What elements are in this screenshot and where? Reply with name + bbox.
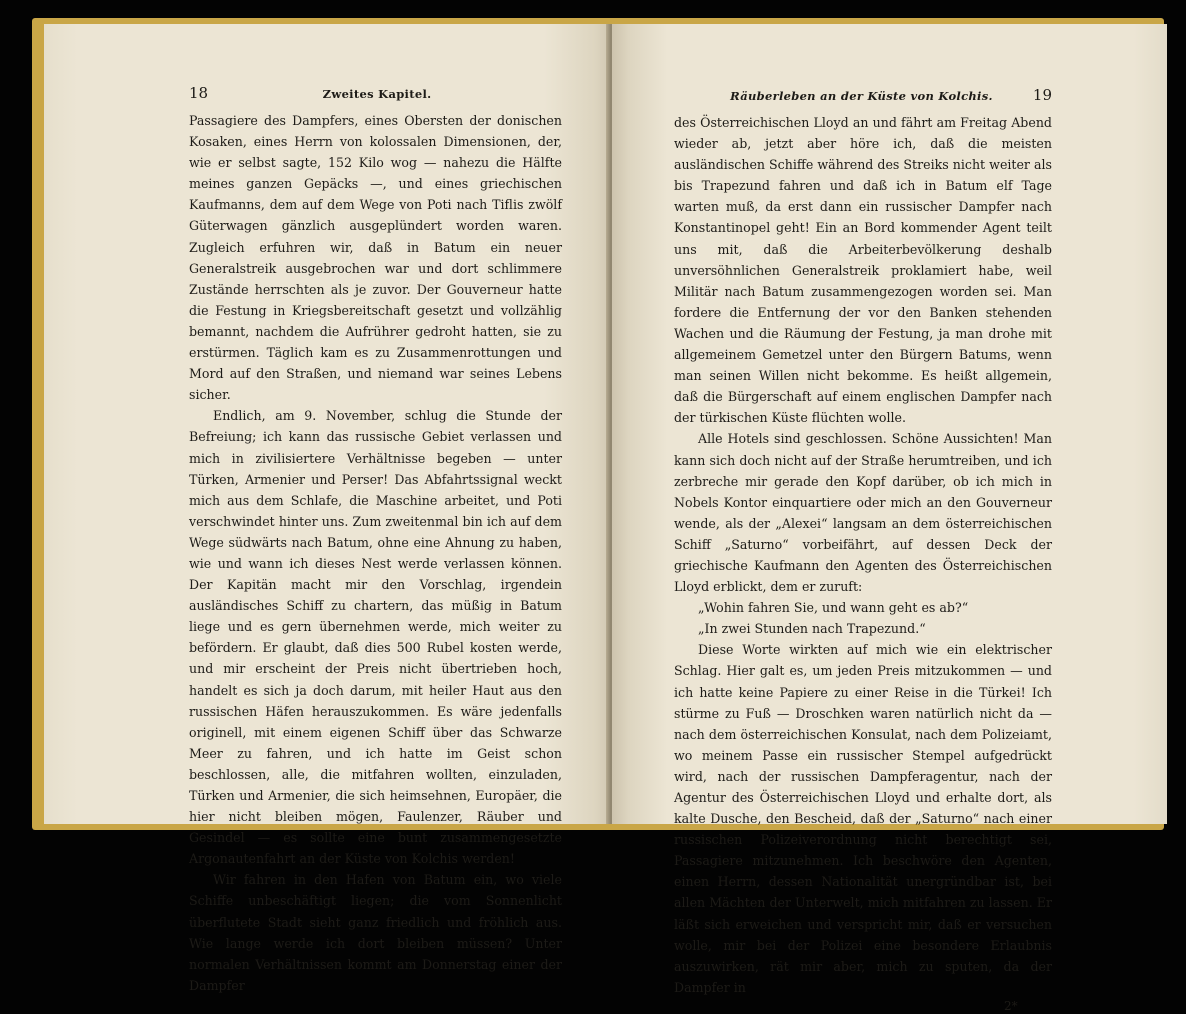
- left-running-head: [189, 84, 562, 106]
- paragraph: Diese Worte wirkten auf mich wie ein elektrischer Schlag. Hier galt es, um jeden Preis mitzukommen — und ich hatte keine Papiere zu einer Reise in die Türkei! Ich stürme zu Fuß — Droschken waren natürlich nicht da — nach dem österreichischen Konsulat, nach dem Polizeiamt, wo meinem Passe ein russischer Stempel aufgedrückt wird, nach der russischen Dampferagentur, nach der Agentur des Österreichischen Lloyd und erhalte dort, als kalte Dusche, den Bescheid, daß der „Saturno“ nach einer russischen Polizeiverordnung nicht berechtigt sei, Passagiere mitzunehmen. Ich beschwöre den Agenten, einen Herrn, dessen Nationalität unergründbar ist, bei allen Mächten der Unterwelt, mich mitfahren zu lassen. Er läßt sich erweichen und verspricht mir, daß er versuchen wolle, mir bei der Polizei eine besondere Erlaubnis auszuwirken, rät mir aber, mich zu sputen, da der Dampfer in: [674, 642, 1052, 995]
- paragraph: „Wohin fahren Sie, und wann geht es ab?“: [698, 600, 969, 616]
- right-page-text: [674, 112, 1052, 998]
- paragraph: des Österreichischen Lloyd an und fährt am Freitag Abend wieder ab, jetzt aber höre ich, daß die meisten ausländischen Schiffe während des Streiks nicht weiter als bis Trapezund fahren und daß ich in Batum elf Tage warten muß, da erst dann ein russischer Dampfer nach Konstantinopel geht! Ein an Bord kommender Agent teilt uns mit, daß die Arbeiterbevölkerung deshalb unversöhnlichen Generalstreik proklamiert habe, weil Militär nach Batum zusammengezogen worden sei. Man fordere die Entfernung der vor den Banken stehenden Wachen und die Räumung der Festung, ja man drohe mit allgemeinem Gemetzel unter den Bürgern Batums, wenn man seinen Willen nicht bekomme. Es heißt allgemein, daß die Bürgerschaft auf einem englischen Dampfer nach der türkischen Küste flüchten wolle.: [674, 115, 1052, 426]
- left-chapter-title: Zweites Kapitel.: [322, 87, 432, 101]
- left-page: [44, 24, 612, 993]
- paragraph: „In zwei Stunden nach Trapezund.“: [698, 621, 926, 637]
- left-page-number: 18: [189, 84, 209, 102]
- signature-mark: 2*: [1004, 998, 1018, 1013]
- right-page: [612, 24, 1167, 1013]
- paragraph: Endlich, am 9. November, schlug die Stunde der Befreiung; ich kann das russische Gebiet verlassen und mich in zivilisiertere Verhältnisse begeben — unter Türken, Armenier und Perser! Das Abfahrtssignal weckt mich aus dem Schlafe, die Maschine arbeitet, und Poti verschwindet hinter uns. Zum zweitenmal bin ich auf dem Wege südwärts nach Batum, ohne eine Ahnung zu haben, wie und wann ich dieses Nest werde verlassen können. Der Kapitän macht mir den Vorschlag, irgendein ausländisches Schiff zu chartern, das müßig in Batum liege und es gern übernehmen werde, mich weiter zu befördern. Er glaubt, daß dies 500 Rubel kosten werde, und mir erscheint der Preis nicht übertrieben hoch, handelt es sich ja doch darum, mit heiler Haut aus den russischen Häfen herauszukommen. Es wäre jedenfalls originell, mit einem eigenen Schiff über das Schwarze Meer zu fahren, und ich hatte im Geist schon beschlossen, alle, die mitfahren wollten, einzuladen, Türken und Armenier, die sich heimsehnen, Europäer, die hier nicht bleiben mögen, Faulenzer, Räuber und Gesindel — es sollte eine bunt zusammengesetzte Argonautenfahrt an der Küste von Kolchis werden!: [189, 408, 562, 867]
- left-page-text: [189, 110, 562, 996]
- paragraph: Wir fahren in den Hafen von Batum ein, wo viele Schiffe unbeschäftigt liegen; die vom Sonnenlicht überflutete Stadt sieht ganz friedlich und fröhlich aus. Wie lange werde ich dort bleiben müssen? Unter normalen Verhältnissen kommt am Donnerstag einer der Dampfer: [189, 872, 562, 993]
- right-page-number: 19: [1032, 86, 1052, 104]
- paragraph: Alle Hotels sind geschlossen. Schöne Aussichten! Man kann sich doch nicht auf der Straße herumtreiben, und ich zerbreche mir gerade den Kopf darüber, ob ich mich in Nobels Kontor einquartiere oder mich an den Gouverneur wende, als der „Alexei“ langsam an dem österreichischen Schiff „Saturno“ vorbeifährt, auf dessen Deck der griechische Kaufmann den Agenten des Österreichischen Lloyd erblickt, dem er zuruft:: [674, 431, 1052, 595]
- right-running-head: [674, 86, 1052, 108]
- paragraph: Passagiere des Dampfers, eines Obersten der donischen Kosaken, eines Herrn von kolossalen Dimensionen, der, wie er selbst sagte, 152 Kilo wog — nahezu die Hälfte meines ganzen Gepäcks —, und eines griechischen Kaufmanns, dem auf dem Wege von Poti nach Tiflis zwölf Güterwagen gänzlich ausgeplündert worden waren. Zugleich erfuhren wir, daß in Batum ein neuer Generalstreik ausgebrochen war und dort schlimmere Zustände herrschten als je zuvor. Der Gouverneur hatte die Festung in Kriegsbereitschaft gesetzt und vollzählig bemannt, nachdem die Aufrührer gedroht hatten, sie zu erstürmen. Täglich kam es zu Zusammenrottungen und Mord auf den Straßen, und niemand war seines Lebens sicher.: [189, 113, 562, 403]
- right-chapter-title: Räuberleben an der Küste von Kolchis.: [730, 89, 993, 103]
